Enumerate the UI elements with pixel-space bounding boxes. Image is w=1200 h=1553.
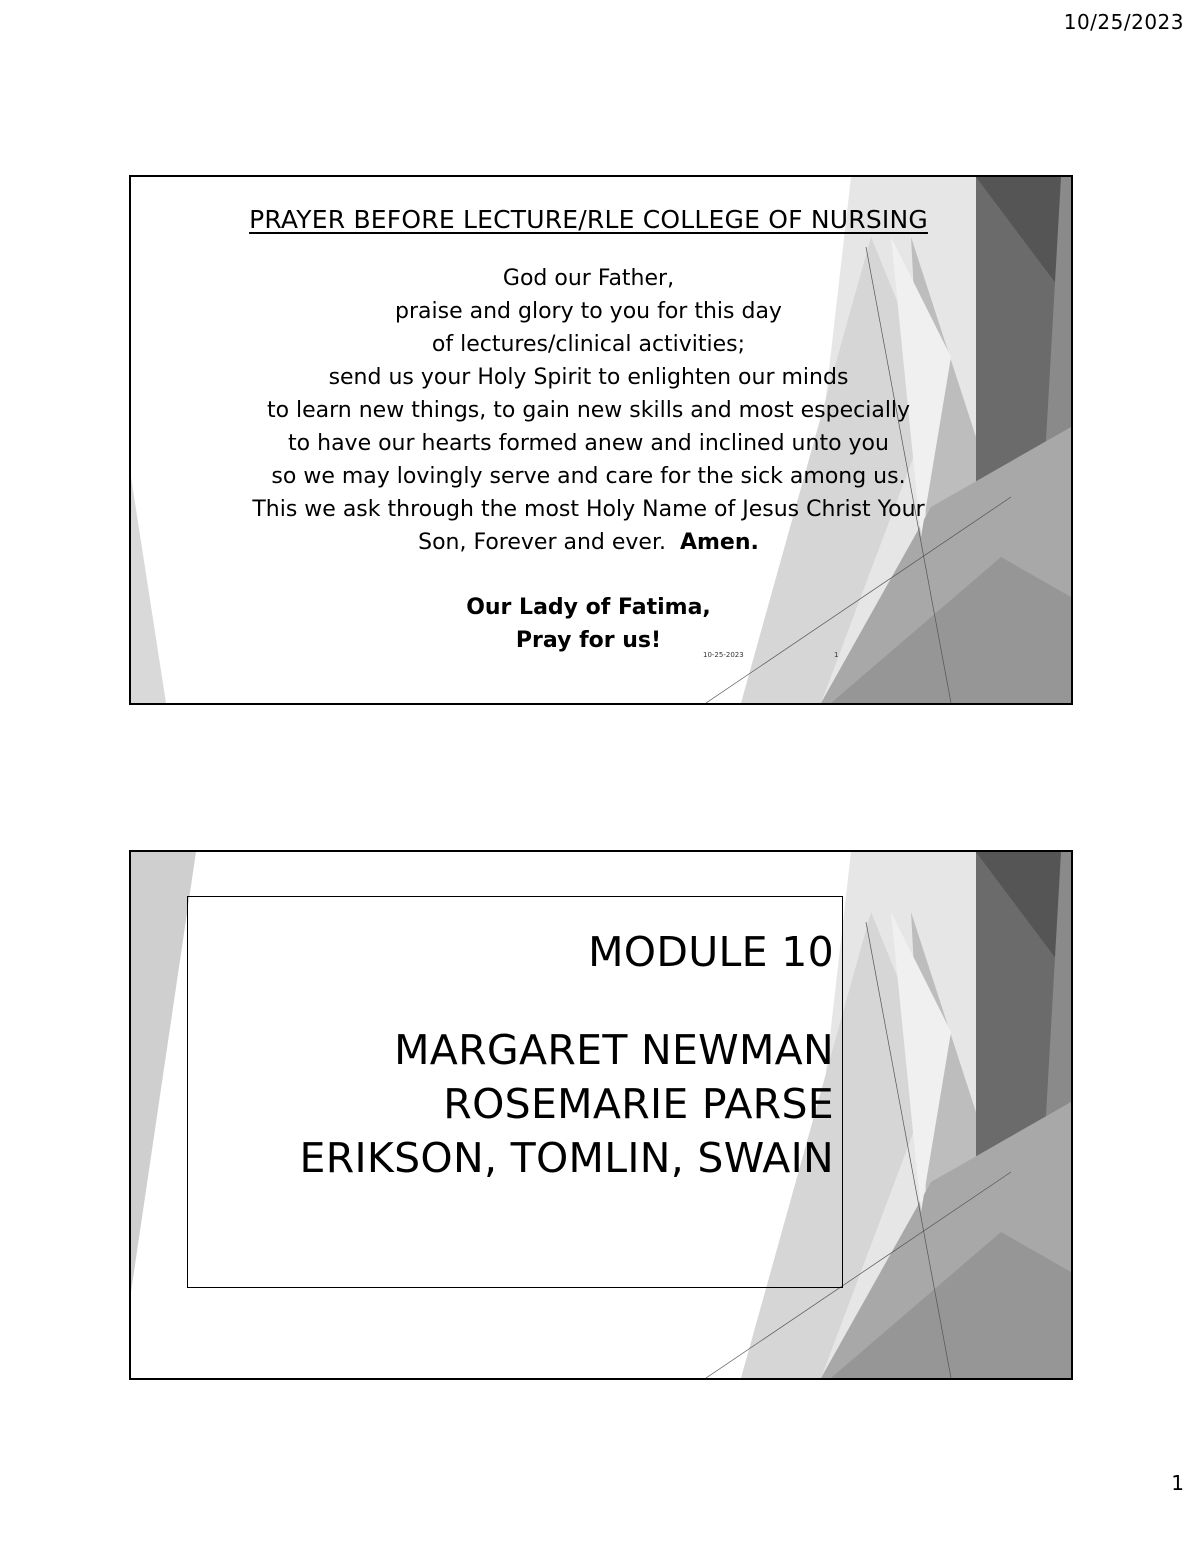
module-theorist-name: ROSEMARIE PARSE [443,1080,834,1128]
prayer-line: God our Father, [502,266,675,291]
prayer-line: to learn new things, to gain new skills and most especially [266,398,911,423]
module-theorist-name: ERIKSON, TOMLIN, SWAIN [299,1134,834,1182]
prayer-title: PRAYER BEFORE LECTURE/RLE COLLEGE OF NURSING [249,205,928,234]
prayer-body [131,262,1046,559]
prayer-line: to have our hearts formed anew and inclined unto you [288,431,889,456]
slide-prayer [129,175,1073,705]
prayer-line: praise and glory to you for this day [395,299,782,324]
prayer-text [131,177,1046,657]
amen-text: Amen. [679,530,759,555]
prayer-last-line [131,526,1046,559]
prayer-line: send us your Holy Spirit to enlighten our minds [328,365,849,390]
module-theorist-name: MARGARET NEWMAN [394,1026,834,1074]
module-title-text [300,925,835,1185]
invocation [131,591,1046,657]
slide-footer-page-number: 1 [834,651,839,659]
module-title-box [187,896,843,1288]
prayer-line: This we ask through the most Holy Name of Jesus Christ Your [252,497,925,522]
prayer-line: so we may lovingly serve and care for the sick among us. [271,464,906,489]
slide-footer-date: 10-25-2023 [703,651,744,659]
slide-module-title [129,850,1073,1380]
page-number: 1 [1171,1471,1184,1495]
page-date: 10/25/2023 [1063,10,1184,34]
prayer-line: of lectures/clinical activities; [431,332,746,357]
invocation-line-2: Pray for us! [515,628,662,653]
invocation-line-1: Our Lady of Fatima, [466,595,711,620]
prayer-closing: Son, Forever and ever. [418,530,666,555]
module-number: MODULE 10 [588,928,834,976]
